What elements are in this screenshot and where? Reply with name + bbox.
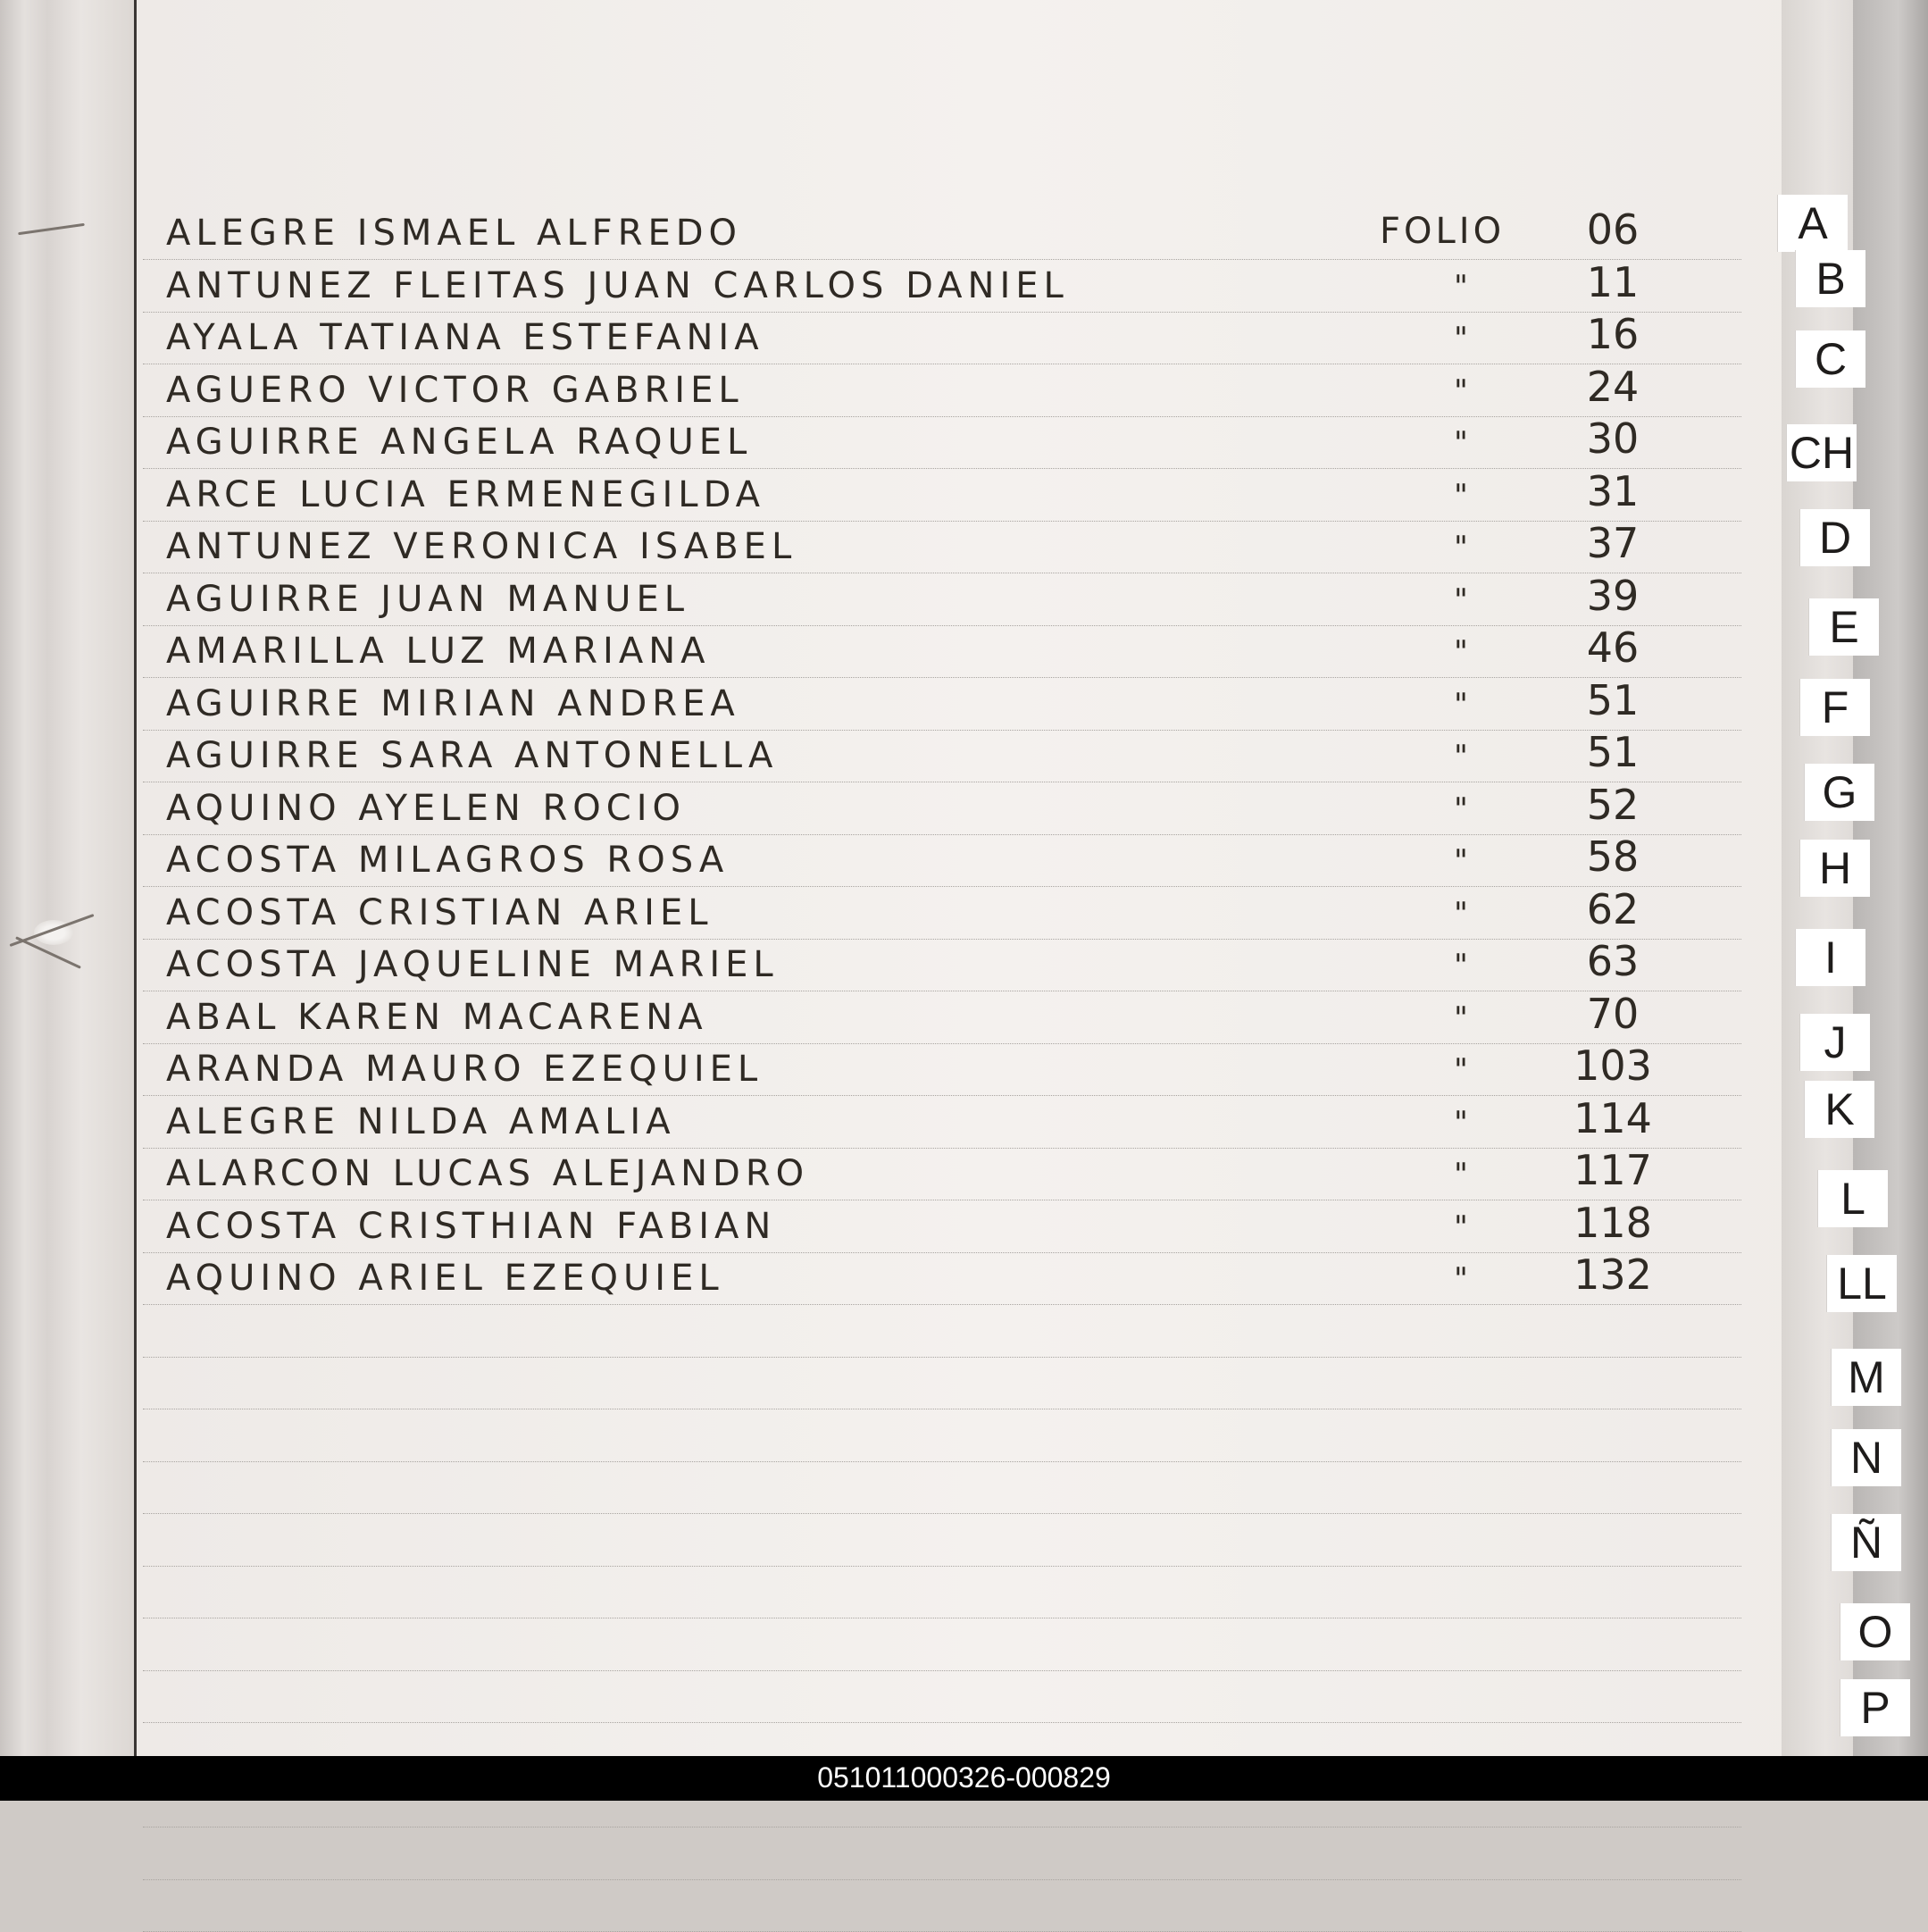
entry-ditto-mark: ": [1454, 843, 1468, 879]
entry-name: ANTUNEZ FLEITAS JUAN CARLOS DANIEL: [166, 264, 1069, 306]
list-item: [166, 675, 1747, 726]
list-item: [166, 1250, 1747, 1301]
entry-name: AGUIRRE ANGELA RAQUEL: [166, 422, 753, 463]
entry-folio-number: 117: [1573, 1146, 1652, 1194]
list-item: [166, 623, 1747, 673]
index-tab[interactable]: L: [1817, 1170, 1888, 1227]
entry-ditto-mark: ": [1454, 581, 1468, 618]
entry-ditto-mark: ": [1454, 739, 1468, 774]
entry-folio-number: 63: [1586, 937, 1640, 985]
ruled-line: [143, 1304, 1741, 1305]
ruled-line: [143, 259, 1741, 260]
ruled-line: [143, 1513, 1741, 1514]
entry-name: AQUINO AYELEN ROCIO: [166, 787, 686, 829]
entry-name: AMARILLA LUZ MARIANA: [166, 631, 711, 672]
entry-folio-number: 58: [1586, 832, 1640, 881]
index-tab[interactable]: CH: [1786, 424, 1857, 481]
entry-folio-number: 118: [1573, 1198, 1652, 1247]
entry-folio-number: 46: [1586, 623, 1640, 672]
entry-name: ANTUNEZ VERONICA ISABEL: [166, 526, 797, 567]
entry-folio-number: 24: [1586, 362, 1640, 411]
ruled-line: [143, 939, 1741, 940]
entry-name: AYALA TATIANA ESTEFANIA: [166, 317, 764, 358]
entry-folio-number: 11: [1586, 257, 1640, 306]
index-tab[interactable]: C: [1795, 330, 1865, 388]
index-tab[interactable]: LL: [1826, 1255, 1897, 1312]
ruled-line: [143, 1566, 1741, 1567]
entry-folio-number: 51: [1586, 728, 1640, 776]
entry-name: AGUIRRE JUAN MANUEL: [166, 578, 690, 620]
entry-folio-number: 62: [1586, 884, 1640, 933]
scan-footer: [0, 1756, 1928, 1801]
list-item: [166, 780, 1747, 831]
index-tab[interactable]: M: [1831, 1349, 1901, 1406]
list-item: [166, 310, 1747, 360]
entry-ditto-mark: ": [1454, 790, 1468, 827]
entry-ditto-mark: ": [1454, 268, 1468, 305]
entry-folio-number: 06: [1586, 205, 1640, 254]
list-item: [166, 1198, 1747, 1249]
ruled-line: [143, 886, 1741, 887]
entry-name: ACOSTA CRISTIAN ARIEL: [166, 891, 714, 933]
entry-ditto-mark: ": [1454, 686, 1468, 723]
ruled-line: [143, 834, 1741, 835]
index-tab[interactable]: J: [1799, 1014, 1870, 1071]
entry-name: AGUERO VICTOR GABRIEL: [166, 369, 744, 411]
entry-name: ALARCON LUCAS ALEJANDRO: [166, 1153, 810, 1194]
index-tab[interactable]: I: [1795, 929, 1865, 986]
entry-ditto-mark: ": [1454, 321, 1468, 356]
list-item: [166, 1093, 1747, 1144]
binder-edge: [0, 0, 136, 1756]
list-item: [166, 571, 1747, 622]
entry-ditto-mark: ": [1454, 999, 1468, 1036]
entry-ditto-mark: ": [1454, 1104, 1468, 1141]
list-item: [166, 205, 1747, 255]
entry-ditto-mark: ": [1454, 1209, 1468, 1245]
list-item: [166, 728, 1747, 778]
ruled-line: [143, 312, 1741, 313]
index-tab[interactable]: K: [1804, 1081, 1874, 1138]
entry-ditto-mark: ": [1454, 530, 1468, 565]
entry-name: AQUINO ARIEL EZEQUIEL: [166, 1258, 724, 1299]
index-tab[interactable]: G: [1804, 764, 1874, 821]
list-item: [166, 989, 1747, 1040]
list-item: [166, 414, 1747, 464]
entry-ditto-mark: ": [1454, 477, 1468, 514]
entry-ditto-mark: ": [1454, 634, 1468, 670]
ruled-line: [143, 1357, 1741, 1358]
index-tab[interactable]: Ñ: [1831, 1514, 1901, 1571]
folio-column-header: FOLIO: [1380, 211, 1506, 252]
ruled-line: [143, 625, 1741, 626]
entry-name: ACOSTA CRISTHIAN FABIAN: [166, 1205, 777, 1247]
entry-folio-number: 30: [1586, 414, 1640, 463]
entry-ditto-mark: ": [1454, 425, 1468, 461]
entry-name: AGUIRRE MIRIAN ANDREA: [166, 682, 740, 724]
entry-ditto-mark: ": [1454, 1157, 1468, 1192]
entry-name: ALEGRE ISMAEL ALFREDO: [166, 213, 743, 254]
entry-ditto-mark: ": [1454, 372, 1468, 409]
ruled-line: [143, 1095, 1741, 1096]
index-tab[interactable]: F: [1799, 679, 1870, 736]
ruled-line: [143, 1461, 1741, 1462]
entry-ditto-mark: ": [1454, 948, 1468, 983]
ruled-line: [143, 468, 1741, 469]
ruled-line: [143, 1043, 1741, 1044]
entry-folio-number: 31: [1586, 466, 1640, 515]
list-item: [166, 1041, 1747, 1091]
entry-folio-number: 39: [1586, 571, 1640, 620]
ruled-line: [143, 521, 1741, 522]
ruled-line: [143, 1670, 1741, 1671]
entry-ditto-mark: ": [1454, 1052, 1468, 1088]
entry-folio-number: 52: [1586, 780, 1640, 829]
ruled-line: [143, 1148, 1741, 1149]
entry-folio-number: 103: [1573, 1041, 1652, 1090]
index-tab[interactable]: O: [1840, 1603, 1910, 1660]
ruled-line: [143, 677, 1741, 678]
list-item: [166, 466, 1747, 517]
entry-name: ALEGRE NILDA AMALIA: [166, 1100, 676, 1142]
entry-name: ABAL KAREN MACARENA: [166, 996, 708, 1038]
index-tab[interactable]: P: [1840, 1679, 1910, 1736]
index-tab[interactable]: H: [1799, 840, 1870, 897]
index-tab[interactable]: N: [1831, 1429, 1901, 1486]
ruled-line: [143, 416, 1741, 417]
entry-ditto-mark: ": [1454, 895, 1468, 932]
index-tab[interactable]: B: [1795, 250, 1865, 307]
entry-folio-number: 37: [1586, 519, 1640, 567]
ruled-line: [143, 1722, 1741, 1723]
entry-folio-number: 132: [1573, 1250, 1652, 1299]
entry-folio-number: 51: [1586, 675, 1640, 724]
list-item: [166, 884, 1747, 935]
list-item: [166, 519, 1747, 569]
index-tab[interactable]: A: [1777, 195, 1848, 252]
list-item: [166, 937, 1747, 987]
index-tab[interactable]: E: [1808, 598, 1879, 656]
list-item: [166, 362, 1747, 413]
entry-name: AGUIRRE SARA ANTONELLA: [166, 735, 779, 776]
entry-name: ACOSTA MILAGROS ROSA: [166, 840, 730, 881]
ruled-line: [143, 730, 1741, 731]
list-item: [166, 832, 1747, 882]
ruled-line: [143, 1879, 1741, 1880]
list-item: [166, 257, 1747, 308]
entry-folio-number: 70: [1586, 989, 1640, 1038]
entry-name: ARANDA MAURO EZEQUIEL: [166, 1049, 764, 1090]
entry-name: ACOSTA JAQUELINE MARIEL: [166, 944, 779, 985]
entry-ditto-mark: ": [1454, 1261, 1468, 1297]
index-tab[interactable]: D: [1799, 509, 1870, 566]
document-id: 051011000326-000829: [817, 1761, 1111, 1794]
entry-folio-number: 114: [1573, 1093, 1652, 1142]
entry-name: ARCE LUCIA ERMENEGILDA: [166, 473, 766, 515]
ruled-line: [143, 1252, 1741, 1253]
entry-folio-number: 16: [1586, 310, 1640, 358]
list-item: [166, 1146, 1747, 1196]
